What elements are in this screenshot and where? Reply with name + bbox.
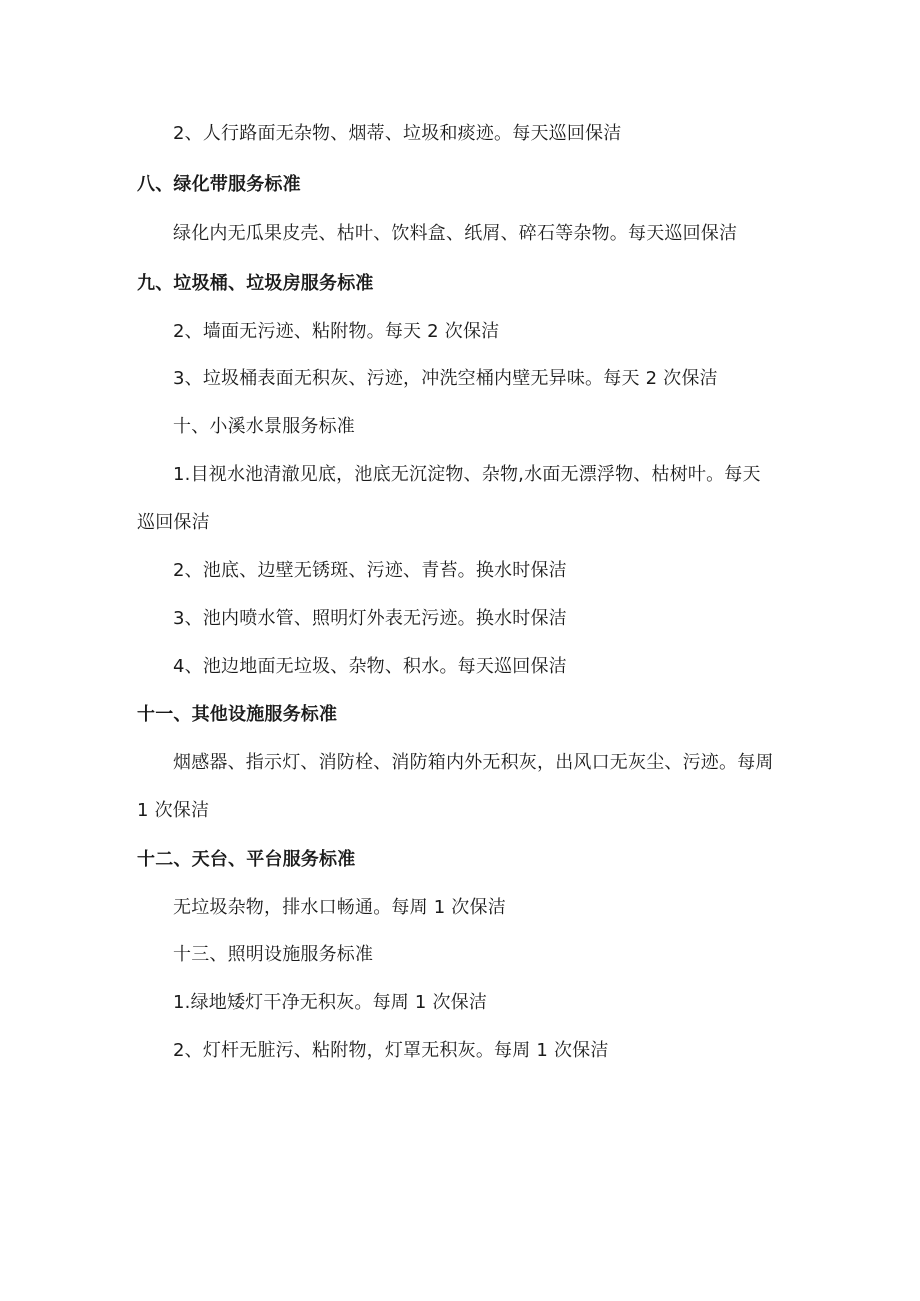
paragraph-pool-bottom: 2、池底、边壁无锈斑、污迹、青苔。换水时保洁 [173,560,567,581]
paragraph-trash-wall: 2、墙面无污迹、粘附物。每天 2 次保洁 [173,321,500,342]
paragraph-sidewalk: 2、人行路面无杂物、烟蒂、垃圾和痰迹。每天巡回保洁 [173,123,622,144]
paragraph-pool-edge: 4、池边地面无垃圾、杂物、积水。每天巡回保洁 [173,656,567,677]
heading-water-feature: 十、小溪水景服务标准 [173,416,355,437]
paragraph-lamp-poles: 2、灯杆无脏污、粘附物，灯罩无积灰。每周 1 次保洁 [173,1040,609,1061]
paragraph-other-facilities: 烟感器、指示灯、消防栓、消防箱内外无积灰，出风口无灰尘、污迹。每周 [173,752,774,773]
heading-rooftop: 十二、天台、平台服务标准 [137,849,356,870]
paragraph-rooftop: 无垃圾杂物，排水口畅通。每周 1 次保洁 [173,897,506,918]
paragraph-green-belt: 绿化内无瓜果皮壳、枯叶、饮料盒、纸屑、碎石等杂物。每天巡回保洁 [173,223,738,244]
paragraph-ground-lamps: 1.绿地矮灯干净无积灰。每周 1 次保洁 [173,992,488,1013]
heading-green-belt: 八、绿化带服务标准 [137,174,301,195]
paragraph-water-pool-continued: 巡回保洁 [137,512,210,533]
paragraph-other-facilities-continued: 1 次保洁 [137,800,210,821]
paragraph-pool-pipes: 3、池内喷水管、照明灯外表无污迹。换水时保洁 [173,608,567,629]
heading-other-facilities: 十一、其他设施服务标准 [137,704,338,725]
heading-lighting: 十三、照明设施服务标准 [173,944,374,965]
paragraph-trash-surface: 3、垃圾桶表面无积灰、污迹，冲洗空桶内壁无异味。每天 2 次保洁 [173,368,718,389]
paragraph-water-pool: 1.目视水池清澈见底，池底无沉淀物、杂物,水面无漂浮物、枯树叶。每天 [173,464,761,485]
heading-trash-bin: 九、垃圾桶、垃圾房服务标准 [137,273,374,294]
